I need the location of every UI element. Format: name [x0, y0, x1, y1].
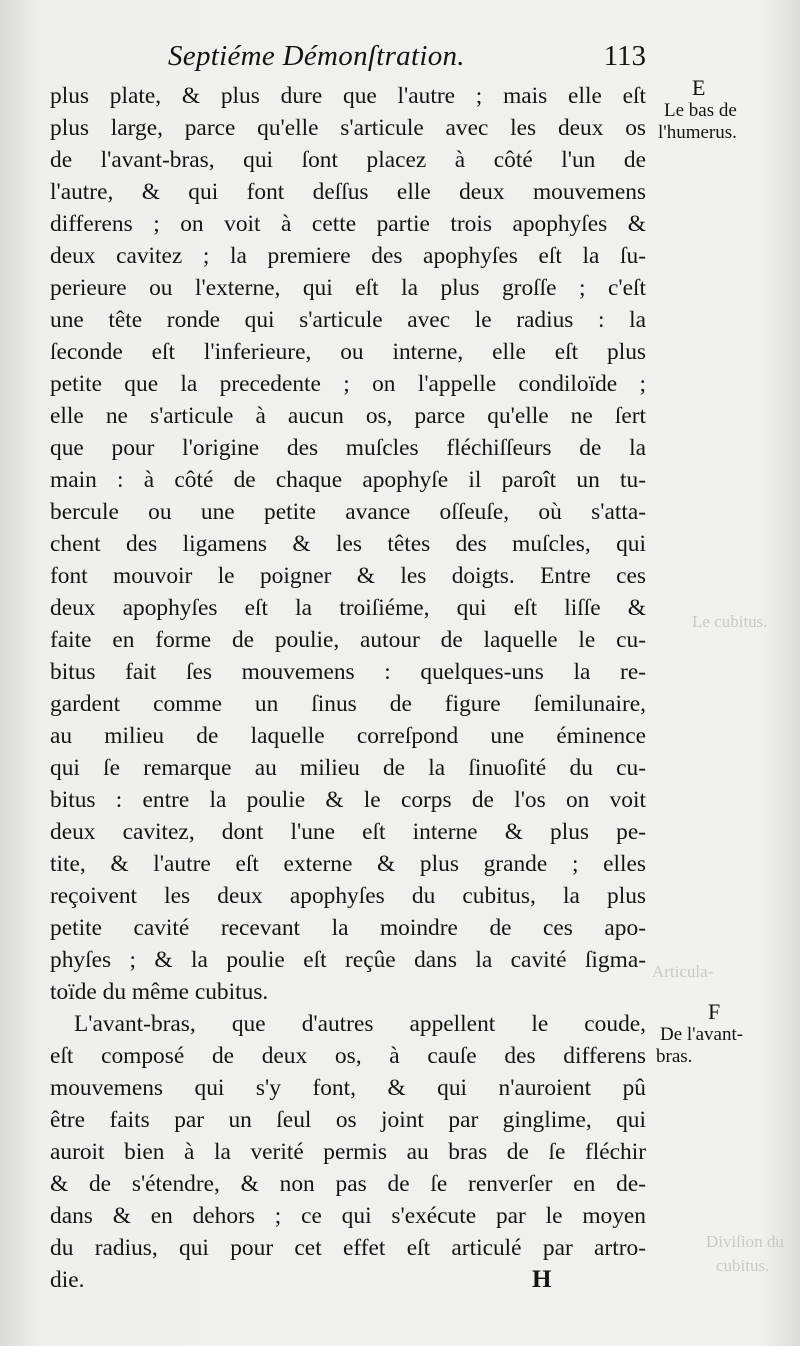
- text-line: qui ſe remarque au milieu de la ſinuoſité du cu-: [50, 755, 646, 781]
- text-line: de l'avant-bras, qui ſont placez à côté l'un de: [50, 147, 646, 173]
- text-line: plus large, parce qu'elle s'articule avec les deux os: [50, 115, 646, 141]
- text-line: auroit bien à la verité permis au bras de ſe fléchir: [50, 1139, 646, 1165]
- text-line: perieure ou l'externe, qui eſt la plus groſſe ; c'eſt: [50, 275, 646, 301]
- text-line: faite en forme de poulie, autour de laquelle le cu-: [50, 627, 646, 653]
- page-number: 113: [603, 40, 646, 72]
- bleed-through-text: Articula-: [652, 962, 714, 981]
- text-line: mouvemens qui s'y font, & qui n'auroient pû: [50, 1075, 646, 1101]
- text-line: deux cavitez ; la premiere des apophyſes eſt la ſu-: [50, 243, 646, 269]
- text-line: chent des ligamens & les têtes des muſcles, qui: [50, 531, 646, 557]
- text-line: eſt composé de deux os, à cauſe des differens: [50, 1043, 646, 1069]
- text-line: du radius, qui pour cet effet eſt articulé par artro-: [50, 1235, 646, 1261]
- margin-note-letter: F: [708, 999, 721, 1024]
- text-line: l'autre, & qui font deſſus elle deux mouvemens: [50, 179, 646, 205]
- margin-note-line: bras.: [656, 1046, 693, 1067]
- bleed-through-text: Diviſion du: [706, 1232, 784, 1251]
- text-line: petite que la precedente ; on l'appelle condiloïde ;: [50, 371, 646, 397]
- margin-note-line: Le bas de: [664, 100, 737, 121]
- margin-note-line: l'humerus.: [658, 122, 737, 143]
- text-line: au milieu de laquelle correſpond une éminence: [50, 723, 646, 749]
- text-line: & de s'étendre, & non pas de ſe renverſer en de-: [50, 1171, 646, 1197]
- text-line: petite cavité recevant la moindre de ces apo-: [50, 915, 646, 941]
- text-line: font mouvoir le poigner & les doigts. Entre ces: [50, 563, 646, 589]
- text-line: deux cavitez, dont l'une eſt interne & plus pe-: [50, 819, 646, 845]
- text-line: que pour l'origine des muſcles fléchiſſeurs de la: [50, 435, 646, 461]
- text-line: elle ne s'articule à aucun os, parce qu'elle ne ſert: [50, 403, 646, 429]
- text-line: bitus : entre la poulie & le corps de l'os on voit: [50, 787, 646, 813]
- text-line: differens ; on voit à cette partie trois apophyſes &: [50, 211, 646, 237]
- bleed-through-text: cubitus.: [716, 1256, 770, 1275]
- catchword: H: [532, 1266, 552, 1293]
- text-line: ſeconde eſt l'inferieure, ou interne, elle eſt plus: [50, 339, 646, 365]
- body-text: [50, 80, 646, 1296]
- running-title: Septiéme Démonſtration.: [168, 40, 465, 72]
- margin-note-e: [658, 76, 768, 144]
- bleed-through-text: Le cubitus.: [692, 612, 768, 631]
- margin-note-line: De l'avant-: [660, 1024, 744, 1045]
- text-line: bitus fait ſes mouvemens : quelques-uns la re-: [50, 659, 646, 685]
- paragraph-end-line: die.: [50, 1267, 85, 1293]
- text-line: une tête ronde qui s'articule avec le radius : la: [50, 307, 646, 333]
- text-line: être faits par un ſeul os joint par ginglime, qui: [50, 1107, 646, 1133]
- margin-note-letter: E: [692, 75, 706, 100]
- page-header: [168, 40, 646, 80]
- text-line: dans & en dehors ; ce qui s'exécute par le moyen: [50, 1203, 646, 1229]
- paragraph-start-line: L'avant-bras, que d'autres appellent le coude,: [74, 1011, 646, 1037]
- text-line: deux apophyſes eſt la troiſiéme, qui eſt liſſe &: [50, 595, 646, 621]
- text-line: bercule ou une petite avance oſſeuſe, où s'atta-: [50, 499, 646, 525]
- text-line: tite, & l'autre eſt externe & plus grande ; elles: [50, 851, 646, 877]
- text-line: main : à côté de chaque apophyſe il paroît un tu-: [50, 467, 646, 493]
- text-line: gardent comme un ſinus de figure ſemilunaire,: [50, 691, 646, 717]
- text-line: plus plate, & plus dure que l'autre ; mais elle eſt: [50, 83, 646, 109]
- text-line: reçoivent les deux apophyſes du cubitus, la plus: [50, 883, 646, 909]
- paragraph-end-line: toïde du même cubitus.: [50, 979, 269, 1005]
- text-line: phyſes ; & la poulie eſt reçûe dans la cavité ſigma-: [50, 947, 646, 973]
- margin-note-f: [656, 1000, 776, 1068]
